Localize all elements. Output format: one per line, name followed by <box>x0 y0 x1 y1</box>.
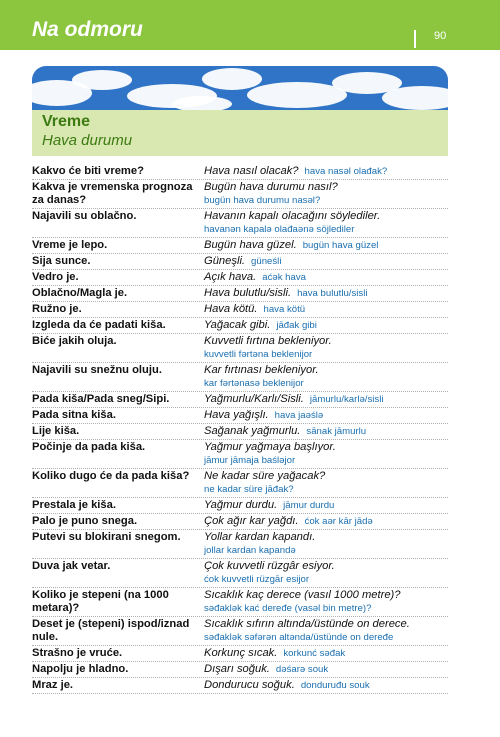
pronunciation: ćok kuvvetli rüzgār esijor <box>204 574 310 585</box>
turkish-phrase: Çok ağır kar yağdı. <box>204 515 299 527</box>
translation <box>204 271 448 284</box>
serbian-phrase: Sija sunce. <box>32 255 91 267</box>
turkish-phrase: Kar fırtınası bekleniyor. <box>204 364 319 376</box>
translation <box>204 319 448 332</box>
translation <box>204 425 448 438</box>
translation <box>204 679 448 692</box>
phrase-row <box>32 498 448 514</box>
phrase-row <box>32 408 448 424</box>
section-title: Vreme <box>42 113 91 130</box>
phrase-row <box>32 424 448 440</box>
turkish-phrase: Hava nasıl olacak? <box>204 165 299 177</box>
turkish-phrase: Ne kadar süre yağacak? <box>204 470 326 482</box>
phrase-row <box>32 440 448 469</box>
turkish-phrase: Hava kötü. <box>204 303 258 315</box>
translation <box>204 165 448 178</box>
translation <box>204 239 448 252</box>
phrase-row <box>32 588 448 617</box>
turkish-phrase: Yağacak gibi. <box>204 319 271 331</box>
serbian-phrase: Ružno je. <box>32 303 82 315</box>
phrase-row <box>32 617 448 646</box>
turkish-phrase: Sıcaklık kaç derece (vasıl 1000 metre)? <box>204 589 401 601</box>
pronunciation: jāmur jāmaja baśləjor <box>204 455 296 466</box>
turkish-phrase: Hava bulutlu/sisli. <box>204 287 292 299</box>
phrase-row <box>32 559 448 588</box>
pronunciation: kar fərtənasə beklenijor <box>204 378 304 389</box>
phrase-row <box>32 678 448 694</box>
serbian-phrase: Vreme je lepo. <box>32 239 108 251</box>
phrase-row <box>32 334 448 363</box>
pronunciation: korkunć səđak <box>283 648 346 659</box>
pronunciation: səđaklək səfərən altənda/üstünde on deređe <box>204 632 394 643</box>
translation <box>204 531 448 557</box>
pronunciation: donduruđu souk <box>300 680 370 691</box>
phrase-row <box>32 392 448 408</box>
translation <box>204 393 448 406</box>
turkish-phrase: Sıcaklık sıfırın altında/üstünde on derece. <box>204 618 410 630</box>
serbian-phrase: Strašno je vruće. <box>32 647 123 659</box>
serbian-phrase: Biće jakih oluja. <box>32 335 117 347</box>
translation <box>204 499 448 512</box>
pronunciation: ćok aər kār jādə <box>304 516 373 527</box>
translation <box>204 409 448 422</box>
translation <box>204 287 448 300</box>
pronunciation: ne kadar süre jāđak? <box>204 484 294 495</box>
translation <box>204 663 448 676</box>
turkish-phrase: Dondurucu soğuk. <box>204 679 295 691</box>
serbian-phrase: Putevi su blokirani snegom. <box>32 531 181 543</box>
serbian-phrase: Pada sitna kiša. <box>32 409 116 421</box>
turkish-phrase: Açık hava. <box>204 271 257 283</box>
phrase-row <box>32 238 448 254</box>
pronunciation: hava nasəl olađak? <box>304 166 388 177</box>
translation <box>204 618 448 644</box>
pronunciation: hava kötü <box>263 304 306 315</box>
phrase-row <box>32 302 448 318</box>
phrase-row <box>32 209 448 238</box>
pronunciation: hava bulutlu/sisli <box>297 288 368 299</box>
serbian-phrase: Napolju je hladno. <box>32 663 129 675</box>
serbian-phrase: Mraz je. <box>32 679 74 691</box>
phrase-row <box>32 180 448 209</box>
turkish-phrase: Bugün hava durumu nasıl? <box>204 181 338 193</box>
serbian-phrase: Kakva je vremenska prognoza za danas? <box>32 181 193 206</box>
serbian-phrase: Najavili su snežnu oluju. <box>32 364 162 376</box>
translation <box>204 303 448 316</box>
pronunciation: jāđak gibi <box>276 320 317 331</box>
turkish-phrase: Havanın kapalı olacağını söylediler. <box>204 210 381 222</box>
turkish-phrase: Hava yağışlı. <box>204 409 269 421</box>
turkish-phrase: Sağanak yağmurlu. <box>204 425 301 437</box>
phrase-list <box>32 164 448 694</box>
turkish-phrase: Korkunç sıcak. <box>204 647 278 659</box>
section-banner <box>32 66 448 156</box>
pronunciation: jāmurlu/karlə/sisli <box>309 394 384 405</box>
pronunciation: sānak jāmurlu <box>306 426 367 437</box>
pronunciation: jollar kardan kapandə <box>204 545 296 556</box>
turkish-phrase: Yağmur yağmaya başlıyor. <box>204 441 336 453</box>
translation <box>204 589 448 615</box>
serbian-phrase: Prestala je kiša. <box>32 499 116 511</box>
phrase-row <box>32 318 448 334</box>
translation <box>204 441 448 467</box>
phrase-row <box>32 286 448 302</box>
pronunciation: aćək hava <box>262 272 306 283</box>
phrase-row <box>32 270 448 286</box>
translation <box>204 181 448 207</box>
translation <box>204 515 448 528</box>
page-number: 90 <box>434 30 447 42</box>
phrase-row <box>32 363 448 392</box>
turkish-phrase: Yollar kardan kapandı. <box>204 531 316 543</box>
serbian-phrase: Počinje da pada kiša. <box>32 441 146 453</box>
turkish-phrase: Dışarı soğuk. <box>204 663 270 675</box>
serbian-phrase: Koliko je stepeni (na 1000 metara)? <box>32 589 169 614</box>
serbian-phrase: Koliko dugo će da pada kiša? <box>32 470 190 482</box>
serbian-phrase: Duva jak vetar. <box>32 560 111 572</box>
pronunciation: bugün hava durumu nasəl? <box>204 195 321 206</box>
turkish-phrase: Kuvvetli fırtına bekleniyor. <box>204 335 332 347</box>
turkish-phrase: Yağmurlu/Karlı/Sisli. <box>204 393 304 405</box>
turkish-phrase: Çok kuvvetli rüzgâr esiyor. <box>204 560 335 572</box>
serbian-phrase: Lije kiša. <box>32 425 80 437</box>
phrase-row <box>32 662 448 678</box>
serbian-phrase: Oblačno/Magla je. <box>32 287 128 299</box>
pronunciation: jāmur durdu <box>283 500 335 511</box>
turkish-phrase: Güneşli. <box>204 255 246 267</box>
translation <box>204 647 448 660</box>
pronunciation: səđaklək kać deređe (vasəl bin metre)? <box>204 603 372 614</box>
chapter-title: Na odmoru <box>32 18 143 41</box>
phrase-row <box>32 530 448 559</box>
translation <box>204 470 448 496</box>
serbian-phrase: Vedro je. <box>32 271 79 283</box>
pronunciation: güneśli <box>251 256 282 267</box>
pronunciation: bugün hava güzel <box>302 240 379 251</box>
serbian-phrase: Kakvo će biti vreme? <box>32 165 144 177</box>
turkish-phrase: Bugün hava güzel. <box>204 239 297 251</box>
pronunciation: kuvvetli fərtəna beklenijor <box>204 349 313 360</box>
phrase-row <box>32 514 448 530</box>
chapter-header <box>0 0 500 50</box>
sky-photo <box>32 66 448 110</box>
serbian-phrase: Najavili su oblačno. <box>32 210 137 222</box>
section-subtitle: Hava durumu <box>42 132 133 149</box>
phrase-row <box>32 646 448 662</box>
translation <box>204 210 448 236</box>
translation <box>204 255 448 268</box>
turkish-phrase: Yağmur durdu. <box>204 499 278 511</box>
serbian-phrase: Izgleda da će padati kiša. <box>32 319 166 331</box>
pronunciation: dəśarə souk <box>275 664 329 675</box>
pronunciation: hava jaəślə <box>274 410 324 421</box>
translation <box>204 364 448 390</box>
phrase-row <box>32 469 448 498</box>
serbian-phrase: Deset je (stepeni) ispod/iznad nule. <box>32 618 190 643</box>
serbian-phrase: Pada kiša/Pada sneg/Sipi. <box>32 393 170 405</box>
pronunciation: havanən kapalə olađaənə söjlediler <box>204 224 355 235</box>
phrase-row <box>32 164 448 180</box>
translation <box>204 335 448 361</box>
translation <box>204 560 448 586</box>
header-divider <box>414 30 416 48</box>
phrase-row <box>32 254 448 270</box>
serbian-phrase: Palo je puno snega. <box>32 515 138 527</box>
